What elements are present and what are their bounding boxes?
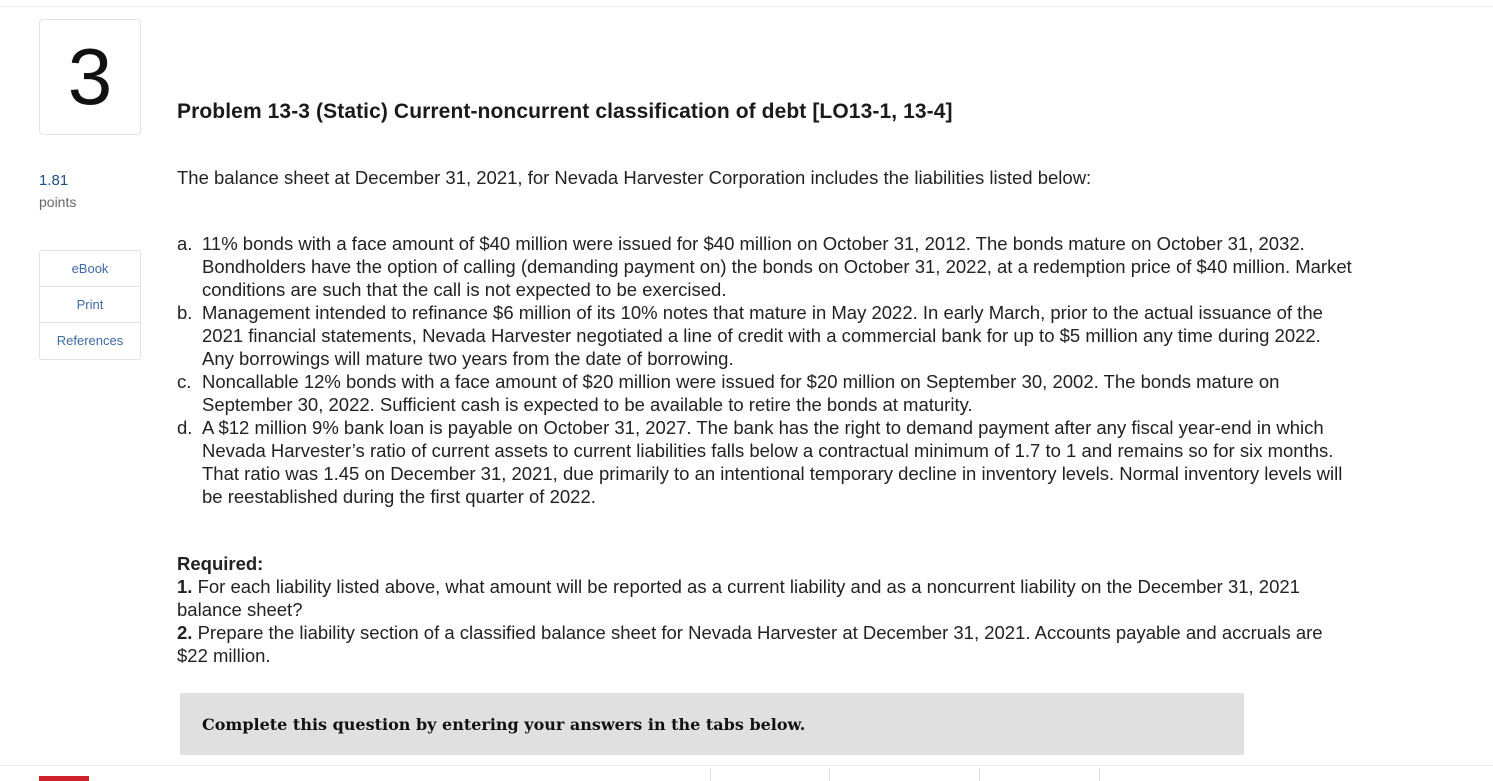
required-section <box>177 552 1337 667</box>
required-part-text: For each liability listed above, what amount will be reported as a current liability and as a noncurrent liability on the December 31, 2021 balance sheet? <box>177 576 1300 620</box>
list-item <box>177 301 1352 370</box>
required-heading: Required: <box>177 553 264 574</box>
print-link[interactable]: Print <box>40 287 140 323</box>
tab-divider <box>1099 768 1100 781</box>
points-value: 1.81 <box>39 172 69 189</box>
item-marker: b. <box>177 302 193 323</box>
item-marker: c. <box>177 371 192 392</box>
required-part-2 <box>177 621 1337 667</box>
tab-divider <box>710 768 711 781</box>
required-part-number: 2. <box>177 622 193 643</box>
bottom-divider <box>0 765 1493 766</box>
item-text: A $12 million 9% bank loan is payable on October 31, 2027. The bank has the right to demand payment after any fiscal year-end in which Nevada Harvester’s ratio of current assets to current liabilities falls below a contractual minimum of 1.7 to 1 and remains so for six months. That ratio was 1.45 on December 31, 2021, due primarily to an intentional temporary decline in inventory levels. Normal inventory levels will be reestablished during the first quarter of 2022. <box>202 417 1343 507</box>
list-item <box>177 370 1352 416</box>
item-marker: d. <box>177 417 193 438</box>
references-link[interactable]: References <box>56 333 124 348</box>
list-item <box>177 232 1352 301</box>
resource-nav <box>39 250 141 360</box>
problem-intro: The balance sheet at December 31, 2021, for Nevada Harvester Corporation includes the liabilities listed below: <box>177 167 1092 188</box>
required-part-number: 1. <box>177 576 193 597</box>
active-tab-indicator <box>39 776 89 781</box>
instruction-banner <box>180 693 1244 755</box>
question-number-box <box>39 19 141 135</box>
item-text: 11% bonds with a face amount of $40 million were issued for $40 million on October 31, 2012. The bonds mature on October 31, 2032. Bondholders have the option of calling (demanding payment on) the bonds on October 31, 2022, at a redemption price of $40 million. Market conditions are such that the call is not expected to be exercised. <box>202 233 1352 300</box>
required-part-text: Prepare the liability section of a classified balance sheet for Nevada Harvester at December 31, 2021. Accounts payable and accruals are $22 million. <box>177 622 1323 666</box>
list-item <box>177 416 1352 508</box>
instruction-text: Complete this question by entering your answers in the tabs below. <box>202 714 806 734</box>
points-label: points <box>39 194 77 210</box>
tab-divider <box>979 768 980 781</box>
question-number: 3 <box>67 32 113 121</box>
item-text: Noncallable 12% bonds with a face amount of $20 million were issued for $20 million on September 30, 2002. The bonds mature on September 30, 2022. Sufficient cash is expected to be available to retire the bonds at maturity. <box>202 371 1280 415</box>
item-text: Management intended to refinance $6 million of its 10% notes that mature in May 2022. In early March, prior to the actual issuance of the 2021 financial statements, Nevada Harvester negotiated a line of credit with a commercial bank for up to $5 million any time during 2022. Any borrowings will mature two years from the date of borrowing. <box>202 302 1323 369</box>
top-divider <box>0 6 1493 7</box>
tab-divider <box>829 768 830 781</box>
required-part-1 <box>177 575 1337 621</box>
item-marker: a. <box>177 233 193 254</box>
ebook-link[interactable]: eBook <box>40 251 140 287</box>
problem-title: Problem 13-3 (Static) Current-noncurrent classification of debt [LO13-1, 13-4] <box>177 100 953 123</box>
liability-list <box>177 232 1352 508</box>
